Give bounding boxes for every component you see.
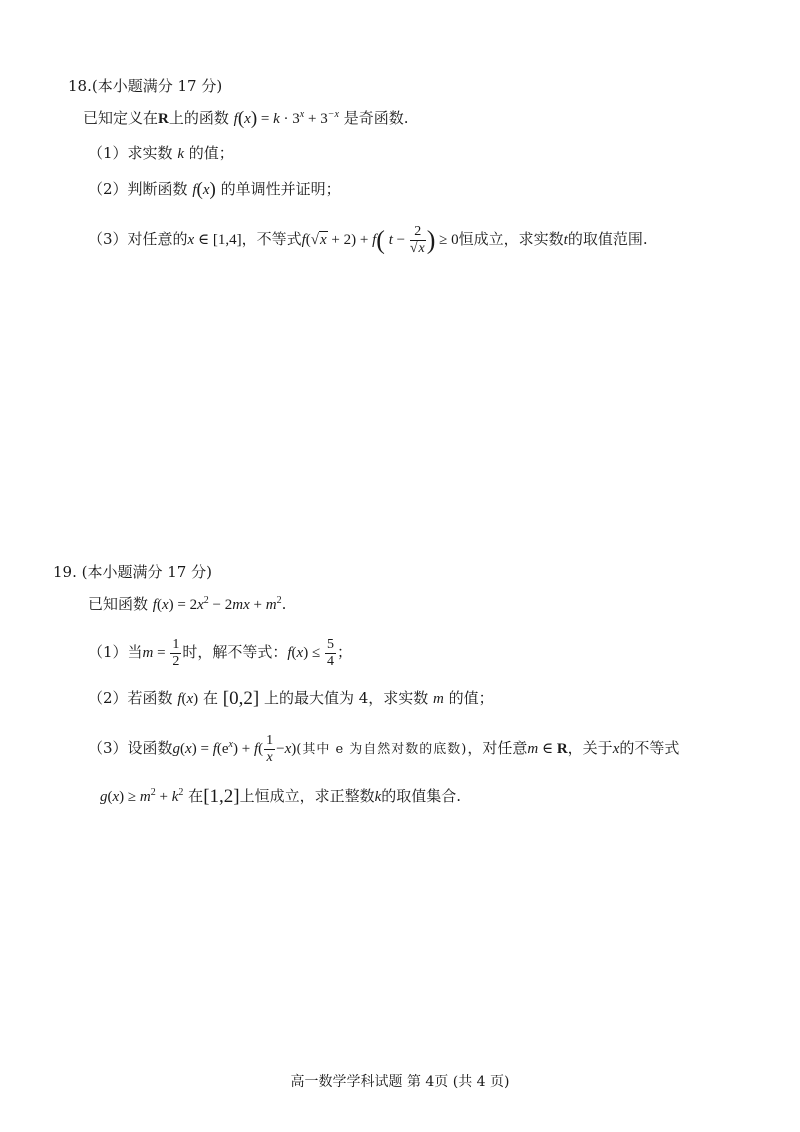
q19-part2-mid-a: 在 — [202, 689, 218, 707]
q19-part3-line2-mid: 在 — [188, 787, 204, 805]
q19-part3-mid: ，对任意 — [467, 739, 528, 757]
q19-part3-var-k: k — [374, 789, 382, 805]
q19-part3-line2-post: 上恒成立，求正整数 — [239, 787, 375, 805]
q18-part2-pre: （2）判断函数 — [88, 180, 188, 198]
q19-part3-m-in: m ∈ — [527, 741, 557, 757]
q19-part3-line2 — [100, 786, 461, 807]
q18-part2 — [88, 179, 341, 200]
q19-part1-pre: （1）当 — [88, 643, 143, 661]
q18-part3-mid: ，不等式 — [241, 230, 302, 248]
q19-part2-post: 的值； — [448, 689, 494, 707]
q18-stem-pre: 已知定义在 — [83, 109, 159, 127]
q18-part1 — [88, 143, 234, 164]
q18-part1-var: k — [177, 146, 184, 162]
q19-part3-note: (其中 e 为自然对数的底数) — [296, 742, 468, 757]
q18-part2-post: 的单调性并证明； — [220, 180, 341, 198]
q18-stem-post: 是奇函数. — [343, 109, 409, 127]
q18-part3-inequality: f(√x + 2) + f( t − $\frac{2}{√x}$ ) ≥ 0 — [301, 224, 459, 257]
q18-function-formula: $f(x) = k \cdot 3^x + 3^{-x}$ — [233, 108, 339, 129]
q18-stem-mid: 上的函数 — [168, 109, 229, 127]
q19-part1-post: ； — [336, 643, 352, 661]
q19-part3-line2-end: 的取值集合. — [381, 787, 462, 805]
q19-part1 — [88, 632, 352, 673]
q18-part3-pre: （3）对任意的 — [88, 230, 188, 248]
page-footer: 高一数学学科试题 第 4页 (共 4 页) — [290, 1074, 510, 1090]
q19-header: 19. (本小题满分 17 分) — [53, 563, 212, 581]
q19-part3-g-def: $g(x) = f(e^x) + f$( $\frac{1}{x}$ −x) — [172, 733, 297, 766]
q18-stem — [83, 108, 408, 129]
q18-part3-interval: [1,4] — [212, 232, 242, 248]
q19-stem-post: . — [281, 595, 287, 613]
q19-part3-mid2: ，关于 — [567, 739, 613, 757]
q19-part3-post: 的不等式 — [619, 739, 680, 757]
q19-part2-var: m — [433, 691, 444, 707]
q19-part2-formula: f(x) — [177, 691, 199, 707]
q19-part1-mid: 时，解不等式： — [182, 643, 288, 661]
q18-part3-x-in: x ∈ — [187, 232, 213, 248]
q18-header: 18.(本小题满分 17 分) — [68, 77, 223, 95]
q18-part1-post: 的值； — [188, 144, 234, 162]
q19-part3-interval: [1,2] — [203, 786, 240, 807]
q18-stem-set: R — [158, 111, 169, 127]
q19-stem-pre: 已知函数 — [88, 595, 149, 613]
q19-part3-var-x: x — [612, 741, 620, 757]
q19-part2-pre: （2）若函数 — [88, 689, 173, 707]
q19-part3-inequality: $g(x) \ge m^2 + k^2$ — [100, 787, 184, 805]
q19-part2-interval: [0,2] — [222, 688, 260, 709]
q18-part1-pre: （1）求实数 — [88, 144, 173, 162]
q19-part3-set: R — [556, 741, 568, 757]
q19-part2 — [88, 688, 494, 709]
q19-part1-m-eq: m = $\frac{1}{2}$ — [142, 637, 180, 670]
q19-stem — [88, 594, 286, 615]
q19-part3-pre: （3）设函数 — [88, 739, 173, 757]
q18-part3 — [88, 222, 648, 258]
q18-part3-post-b: 的取值范围. — [567, 230, 648, 248]
q19-part1-inequality: f(x) ≤ $\frac{5}{4}$ — [287, 637, 334, 670]
q19-part2-mid-b: 上的最大值为 4，求实数 — [263, 689, 429, 707]
q18-part2-formula: f(x) — [192, 179, 216, 200]
q19-function-formula: $f(x) = 2x^2 - 2mx + m^2$ — [152, 595, 282, 613]
q18-part3-var: t — [563, 232, 568, 248]
q18-part3-post-a: 恒成立，求实数 — [458, 230, 564, 248]
q19-part3-line1 — [88, 728, 679, 770]
